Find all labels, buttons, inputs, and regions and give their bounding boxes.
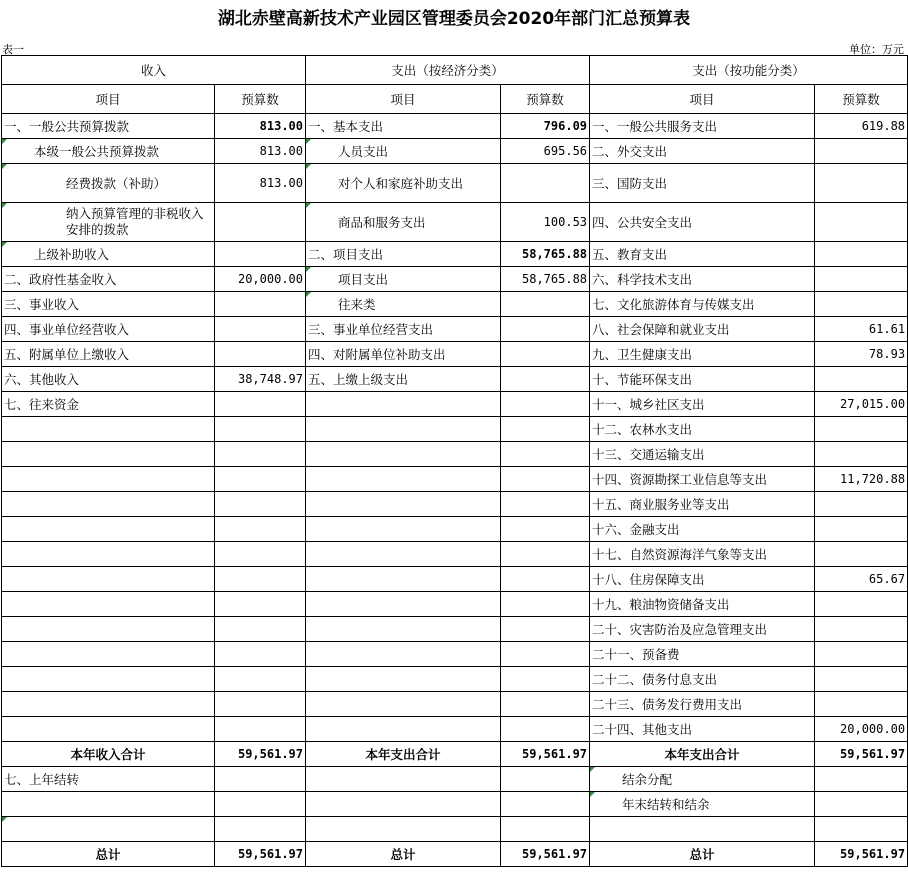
table-row: [2, 467, 908, 492]
budget-cell: [215, 717, 306, 742]
item-cell: 七、上年结转: [2, 767, 215, 792]
budget-cell: [815, 667, 908, 692]
table-row: [2, 742, 908, 767]
col-header-budget: 预算数: [501, 85, 590, 114]
budget-cell: [501, 792, 590, 817]
item-cell: 一、一般公共预算拨款: [2, 114, 215, 139]
item-cell: 四、对附属单位补助支出: [306, 342, 501, 367]
budget-cell: [501, 692, 590, 717]
budget-cell: [815, 692, 908, 717]
budget-cell: 59,561.97: [215, 742, 306, 767]
budget-cell: 27,015.00: [815, 392, 908, 417]
budget-cell: [215, 317, 306, 342]
item-cell: 十六、金融支出: [590, 517, 815, 542]
budget-cell: 20,000.00: [215, 267, 306, 292]
budget-table: [1, 55, 908, 867]
item-cell: [306, 617, 501, 642]
item-cell: [2, 792, 215, 817]
item-cell: [306, 442, 501, 467]
col-header-item: 项目: [306, 85, 501, 114]
item-cell: 十、节能环保支出: [590, 367, 815, 392]
table-row: [2, 392, 908, 417]
header-expense-economic: 支出（按经济分类）: [306, 56, 590, 85]
table-row: [2, 114, 908, 139]
item-cell: 二、项目支出: [306, 242, 501, 267]
budget-cell: [815, 642, 908, 667]
item-cell: [2, 667, 215, 692]
item-cell: 对个人和家庭补助支出: [306, 164, 501, 203]
budget-cell: [215, 617, 306, 642]
item-cell: 项目支出: [306, 267, 501, 292]
table-row: [2, 517, 908, 542]
budget-cell: [501, 292, 590, 317]
budget-cell: [501, 367, 590, 392]
item-cell: 十五、商业服务业等支出: [590, 492, 815, 517]
budget-cell: 59,561.97: [501, 842, 590, 867]
table-row: [2, 367, 908, 392]
item-cell: [2, 817, 215, 842]
budget-cell: [215, 292, 306, 317]
budget-cell: 11,720.88: [815, 467, 908, 492]
item-cell: [2, 467, 215, 492]
table-row: [2, 617, 908, 642]
budget-cell: [215, 203, 306, 242]
item-cell: 九、卫生健康支出: [590, 342, 815, 367]
item-cell: 十四、资源勘探工业信息等支出: [590, 467, 815, 492]
item-cell: [2, 442, 215, 467]
item-cell: [2, 617, 215, 642]
item-cell: 十一、城乡社区支出: [590, 392, 815, 417]
budget-cell: [215, 817, 306, 842]
table-row: [2, 242, 908, 267]
col-header-budget: 预算数: [815, 85, 908, 114]
item-cell: 经费拨款（补助）: [2, 164, 215, 203]
budget-cell: [215, 567, 306, 592]
table-row: [2, 203, 908, 242]
item-cell: [306, 567, 501, 592]
budget-cell: [815, 767, 908, 792]
item-cell: 纳入预算管理的非税收入安排的拨款: [2, 203, 215, 242]
table-row: [2, 164, 908, 203]
item-cell: 二十二、债务付息支出: [590, 667, 815, 692]
budget-cell: [501, 164, 590, 203]
budget-cell: [815, 203, 908, 242]
item-cell: 五、教育支出: [590, 242, 815, 267]
item-cell: 十九、粮油物资储备支出: [590, 592, 815, 617]
table-row: [2, 592, 908, 617]
budget-cell: [815, 292, 908, 317]
header-income: 收入: [2, 56, 306, 85]
item-cell: 商品和服务支出: [306, 203, 501, 242]
budget-cell: [501, 767, 590, 792]
column-header-row: [2, 85, 908, 114]
budget-cell: 58,765.88: [501, 267, 590, 292]
table-row: [2, 767, 908, 792]
item-cell: 本年收入合计: [2, 742, 215, 767]
table-row: [2, 717, 908, 742]
budget-cell: [215, 492, 306, 517]
item-cell: 三、事业单位经营支出: [306, 317, 501, 342]
item-cell: [306, 542, 501, 567]
budget-cell: [501, 467, 590, 492]
budget-cell: [501, 317, 590, 342]
header-expense-functional: 支出（按功能分类）: [590, 56, 908, 85]
budget-cell: [815, 542, 908, 567]
table-row: [2, 317, 908, 342]
item-cell: [2, 542, 215, 567]
budget-cell: 61.61: [815, 317, 908, 342]
item-cell: 总计: [2, 842, 215, 867]
budget-cell: [815, 417, 908, 442]
item-cell: [306, 492, 501, 517]
budget-cell: 38,748.97: [215, 367, 306, 392]
item-cell: [2, 517, 215, 542]
item-cell: [2, 717, 215, 742]
budget-cell: [501, 567, 590, 592]
table-row: [2, 139, 908, 164]
budget-cell: [215, 342, 306, 367]
budget-cell: 100.53: [501, 203, 590, 242]
item-cell: [306, 417, 501, 442]
table-row: [2, 642, 908, 667]
item-cell: 五、上缴上级支出: [306, 367, 501, 392]
budget-cell: 65.67: [815, 567, 908, 592]
item-cell: 四、公共安全支出: [590, 203, 815, 242]
item-cell: 五、附属单位上缴收入: [2, 342, 215, 367]
item-cell: [306, 667, 501, 692]
budget-cell: [501, 492, 590, 517]
budget-cell: 813.00: [215, 164, 306, 203]
budget-cell: [215, 792, 306, 817]
item-cell: 六、科学技术支出: [590, 267, 815, 292]
budget-cell: [815, 139, 908, 164]
budget-cell: [815, 617, 908, 642]
item-cell: 三、国防支出: [590, 164, 815, 203]
table-row: [2, 342, 908, 367]
col-header-item: 项目: [2, 85, 215, 114]
table-row: [2, 567, 908, 592]
budget-cell: [815, 517, 908, 542]
item-cell: [306, 767, 501, 792]
budget-cell: [501, 517, 590, 542]
item-cell: 本年支出合计: [306, 742, 501, 767]
budget-cell: 58,765.88: [501, 242, 590, 267]
budget-cell: [815, 792, 908, 817]
budget-cell: [215, 417, 306, 442]
item-cell: [2, 642, 215, 667]
item-cell: 二十、灾害防治及应急管理支出: [590, 617, 815, 642]
budget-cell: [815, 817, 908, 842]
group-header-row: [2, 56, 908, 85]
budget-cell: 59,561.97: [815, 842, 908, 867]
budget-cell: [215, 542, 306, 567]
item-cell: 六、其他收入: [2, 367, 215, 392]
budget-cell: [815, 164, 908, 203]
budget-cell: 59,561.97: [815, 742, 908, 767]
item-cell: 七、往来资金: [2, 392, 215, 417]
table-row: [2, 267, 908, 292]
item-cell: [306, 817, 501, 842]
item-cell: 十七、自然资源海洋气象等支出: [590, 542, 815, 567]
item-cell: 十三、交通运输支出: [590, 442, 815, 467]
table-row: [2, 292, 908, 317]
budget-cell: [501, 392, 590, 417]
item-cell: 二十一、预备费: [590, 642, 815, 667]
budget-cell: [501, 817, 590, 842]
item-cell: 人员支出: [306, 139, 501, 164]
budget-cell: [501, 417, 590, 442]
item-cell: 一、一般公共服务支出: [590, 114, 815, 139]
budget-cell: [815, 367, 908, 392]
budget-cell: 813.00: [215, 114, 306, 139]
budget-cell: 59,561.97: [215, 842, 306, 867]
item-cell: 年末结转和结余: [590, 792, 815, 817]
item-cell: [2, 492, 215, 517]
unit-label: 单位：万元: [849, 43, 904, 56]
item-cell: [306, 517, 501, 542]
item-cell: 三、事业收入: [2, 292, 215, 317]
item-cell: 四、事业单位经营收入: [2, 317, 215, 342]
table-row: [2, 492, 908, 517]
budget-cell: [215, 592, 306, 617]
item-cell: [306, 792, 501, 817]
budget-cell: 796.09: [501, 114, 590, 139]
item-cell: [306, 717, 501, 742]
budget-cell: [215, 642, 306, 667]
table-row: [2, 542, 908, 567]
item-cell: [2, 417, 215, 442]
item-cell: 结余分配: [590, 767, 815, 792]
item-cell: [590, 817, 815, 842]
table-row: [2, 817, 908, 842]
table-row: [2, 842, 908, 867]
table-row: [2, 442, 908, 467]
budget-cell: [215, 442, 306, 467]
item-cell: 二十三、债务发行费用支出: [590, 692, 815, 717]
budget-cell: 20,000.00: [815, 717, 908, 742]
table-number: 表一: [2, 43, 24, 56]
budget-cell: [815, 492, 908, 517]
budget-cell: [215, 392, 306, 417]
item-cell: 二十四、其他支出: [590, 717, 815, 742]
budget-cell: [215, 767, 306, 792]
item-cell: [2, 592, 215, 617]
item-cell: [306, 642, 501, 667]
budget-cell: [215, 667, 306, 692]
budget-cell: [815, 267, 908, 292]
budget-cell: [501, 542, 590, 567]
item-cell: 本级一般公共预算拨款: [2, 139, 215, 164]
budget-cell: 78.93: [815, 342, 908, 367]
item-cell: [306, 592, 501, 617]
budget-cell: [501, 342, 590, 367]
table-meta: [0, 38, 908, 55]
budget-cell: [501, 617, 590, 642]
budget-cell: [501, 592, 590, 617]
item-cell: [2, 692, 215, 717]
item-cell: 本年支出合计: [590, 742, 815, 767]
item-cell: 八、社会保障和就业支出: [590, 317, 815, 342]
budget-cell: 695.56: [501, 139, 590, 164]
item-cell: 往来类: [306, 292, 501, 317]
item-cell: [2, 567, 215, 592]
item-cell: 总计: [590, 842, 815, 867]
budget-cell: [501, 667, 590, 692]
col-header-item: 项目: [590, 85, 815, 114]
item-cell: 二、外交支出: [590, 139, 815, 164]
table-row: [2, 417, 908, 442]
page-title: 湖北赤壁高新技术产业园区管理委员会2020年部门汇总预算表: [217, 9, 691, 29]
item-cell: 二、政府性基金收入: [2, 267, 215, 292]
table-row: [2, 692, 908, 717]
item-cell: [306, 692, 501, 717]
col-header-budget: 预算数: [215, 85, 306, 114]
budget-cell: 619.88: [815, 114, 908, 139]
budget-cell: [215, 242, 306, 267]
table-row: [2, 792, 908, 817]
budget-cell: [501, 717, 590, 742]
budget-cell: 59,561.97: [501, 742, 590, 767]
budget-cell: [815, 592, 908, 617]
budget-cell: [501, 642, 590, 667]
budget-cell: 813.00: [215, 139, 306, 164]
budget-cell: [215, 517, 306, 542]
budget-cell: [815, 242, 908, 267]
item-cell: 十八、住房保障支出: [590, 567, 815, 592]
item-cell: 十二、农林水支出: [590, 417, 815, 442]
budget-cell: [815, 442, 908, 467]
budget-cell: [215, 692, 306, 717]
item-cell: 上级补助收入: [2, 242, 215, 267]
table-row: [2, 667, 908, 692]
item-cell: [306, 467, 501, 492]
budget-cell: [501, 442, 590, 467]
item-cell: [306, 392, 501, 417]
item-cell: 七、文化旅游体育与传媒支出: [590, 292, 815, 317]
item-cell: 总计: [306, 842, 501, 867]
budget-cell: [215, 467, 306, 492]
item-cell: 一、基本支出: [306, 114, 501, 139]
